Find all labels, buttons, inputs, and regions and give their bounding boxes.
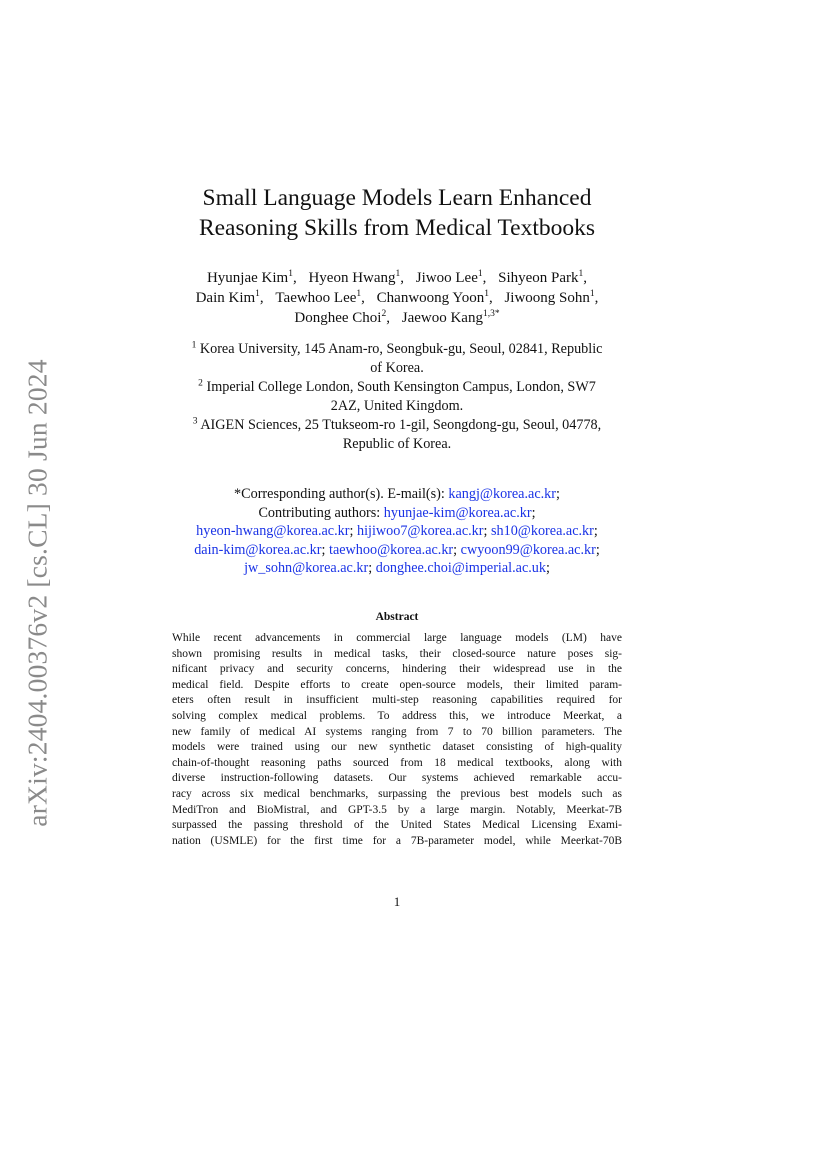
author-line — [150, 308, 644, 328]
abstract-line: MediTron and BioMistral, and GPT-3.5 by a large margin. Notably, Meerkat-7B — [172, 803, 622, 816]
author-line — [150, 288, 644, 308]
email-link[interactable]: jw_sohn@korea.ac.kr — [244, 560, 369, 576]
email-link[interactable]: hijiwoo7@korea.ac.kr — [356, 523, 484, 539]
abstract-line: While recent advancements in commercial large language models (LM) have — [172, 632, 622, 644]
affiliation: $^3$ AIGEN Sciences, 25 Ttukseom-ro 1-gil, Seongdong-gu, Seoul, 04778, Republic of Korea. — [192, 416, 602, 452]
abstract-line: shown promising results in medical tasks, their closed-source nature poses sig- — [172, 647, 622, 660]
abstract-line: nation (USMLE) for the first time for a 7B-parameter model, while Meerkat-70B — [172, 834, 622, 847]
email-link[interactable]: cwyoon99@korea.ac.kr — [460, 541, 596, 558]
abstract-line: diverse instruction-following datasets. Our systems achieved remarkable accu- — [172, 772, 622, 785]
author: Chanwoong Yoon$^1$, — [376, 289, 493, 306]
paper-title — [120, 183, 674, 243]
author: Sihyeon Park$^1$, — [498, 269, 588, 286]
author: Hyeon Hwang$^1$, — [308, 269, 405, 286]
abstract-line: eters often result in insufficient multi-step reasoning capabilities required for — [172, 694, 622, 707]
author: Donghee Choi$^2$, — [294, 309, 390, 326]
author: Jaewoo Kang$^{1,3*}$ — [401, 309, 500, 326]
email-link[interactable]: donghee.choi@imperial.ac.uk — [375, 560, 546, 576]
abstract-line: chain-of-thought reasoning paths sourced from 18 medical textbooks, along with — [172, 756, 622, 769]
title-line: Small Language Models Learn Enhanced — [202, 185, 592, 211]
email-link[interactable]: dain-kim@korea.ac.kr — [194, 541, 322, 558]
affiliations — [160, 340, 634, 454]
page-number: 1 — [393, 894, 401, 909]
arxiv-identifier: arXiv:2404.00376v2 [cs.CL] 30 Jun 2024 — [22, 358, 54, 827]
author: Hyunjae Kim$^1$, — [206, 269, 297, 286]
abstract-heading: Abstract — [375, 611, 419, 623]
corresponding-authors: *Corresponding author(s). E-mail(s): kangj@korea.ac.kr; Contributing authors: hyunjae-kim@korea.ac.kr; hyeon-hwang@korea.ac.kr; hijiwoo7@korea.ac.kr; sh10@korea.ac.kr; dain-kim@korea.ac.kr; taewhoo@korea.ac.kr; cwyoon99@korea.ac.kr; jw_sohn@korea.ac.kr; donghee.choi@imperial.ac.uk; — [194, 486, 600, 576]
email-link[interactable]: hyunjae-kim@korea.ac.kr — [383, 504, 532, 521]
author-line — [150, 268, 644, 288]
abstract-text — [172, 631, 622, 849]
affiliation: $^2$ Imperial College London, South Kensington Campus, London, SW7 2AZ, United Kingdom. — [198, 378, 596, 414]
abstract-line: solving complex medical problems. To address this, we introduce Meerkat, a — [172, 709, 622, 722]
author: Dain Kim$^1$, — [195, 289, 264, 306]
abstract-line: surpassed the passing threshold of the United States Medical Licensing Exami- — [172, 819, 622, 832]
abstract-line: racy across six medical benchmarks, surpassing the previous best models such as — [172, 787, 622, 800]
abstract-line: new family of medical AI systems ranging from 7 to 70 billion parameters. The — [172, 725, 622, 738]
abstract-line: medical field. Despite efforts to create open-source models, their limited param- — [172, 678, 622, 691]
author: Taewhoo Lee$^1$, — [275, 289, 365, 306]
author: Jiwoo Lee$^1$, — [415, 269, 487, 286]
abstract-line: nificant privacy and security concerns, hindering their widespread use in the — [172, 663, 622, 676]
arxiv-side-stamp — [18, 358, 58, 827]
email-link[interactable]: hyeon-hwang@korea.ac.kr — [196, 523, 350, 539]
corresponding-email-link[interactable]: kangj@korea.ac.kr — [448, 486, 556, 502]
email-link[interactable]: sh10@korea.ac.kr — [491, 523, 594, 539]
email-link[interactable]: taewhoo@korea.ac.kr — [329, 541, 454, 558]
author: Jiwoong Sohn$^1$, — [504, 289, 599, 306]
title-line: Reasoning Skills from Medical Textbooks — [198, 215, 596, 241]
abstract-line: models were trained using our new synthetic dataset consisting of high-quality — [172, 741, 622, 754]
affiliation: $^1$ Korea University, 145 Anam-ro, Seongbuk-gu, Seoul, 02841, Republic of Korea. — [191, 340, 603, 376]
author-list — [150, 268, 644, 328]
